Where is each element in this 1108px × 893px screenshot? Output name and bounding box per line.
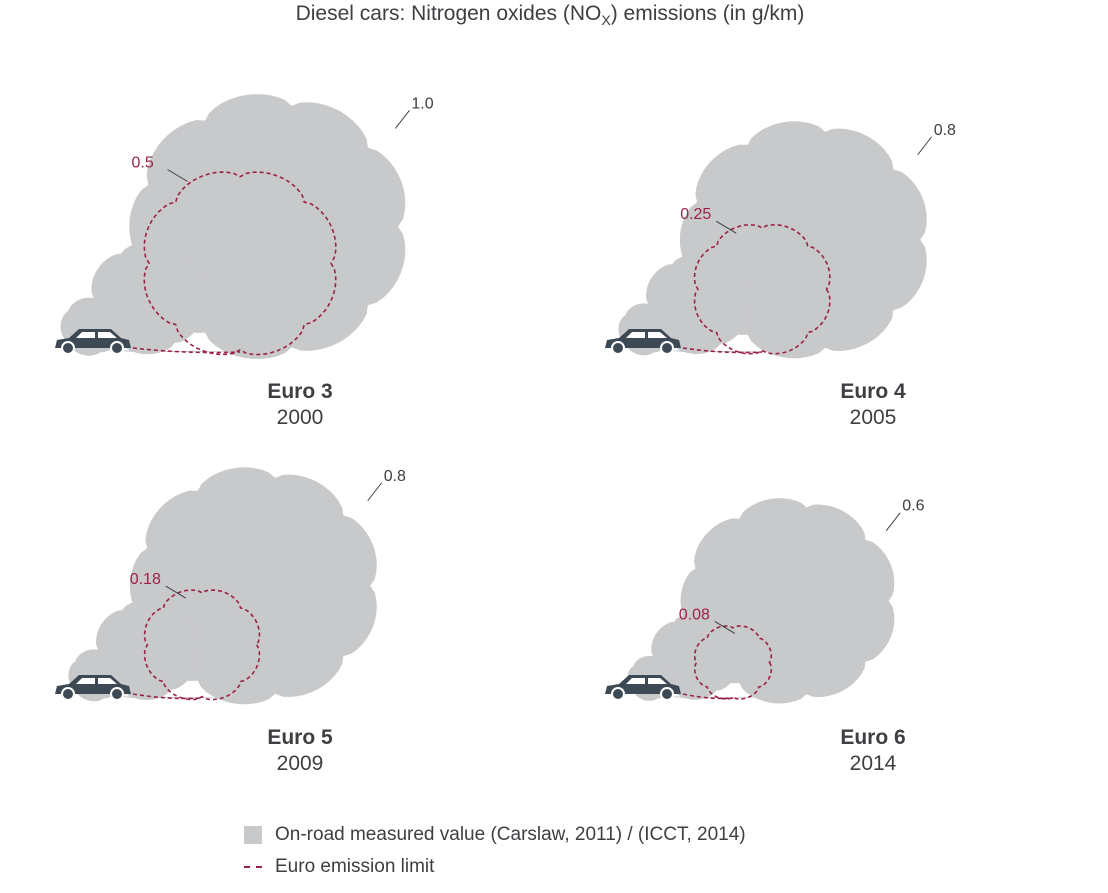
panel-year-label: 2014 [849,752,897,775]
legend-item-limit [244,851,746,883]
legend [244,819,746,883]
panel-3 [55,467,406,775]
measured-value-label: 0.8 [383,467,406,485]
legend-swatch-measured [244,826,262,844]
panel-2 [605,121,956,429]
legend-label-measured: On-road measured value (Carslaw, 2011) / (ICCT, 2014) [275,824,746,845]
legend-swatch-limit [244,866,262,868]
title-suffix: ) emissions (in g/km) [610,2,805,25]
panel-standard-label: Euro 5 [267,726,333,749]
measured-leader [918,137,932,155]
legend-label-limit: Euro emission limit [275,856,435,877]
panel-1 [55,94,434,429]
title-prefix: Diesel cars: Nitrogen oxides (NO [295,2,602,25]
panel-year-label: 2000 [276,406,324,429]
limit-value-label: 0.25 [680,206,712,224]
measured-value-label: 0.6 [902,497,925,515]
legend-item-measured [244,819,746,851]
panel-year-label: 2005 [849,406,897,429]
measured-value-label: 0.8 [933,121,956,139]
limit-value-label: 0.18 [129,571,161,589]
measured-value-label: 1.0 [411,95,434,113]
title-subscript: X [601,12,611,28]
measured-leader [395,110,409,128]
panel-4 [605,498,925,775]
panel-standard-label: Euro 6 [840,726,906,749]
measured-leader [368,483,382,501]
limit-value-label: 0.08 [678,606,710,624]
limit-value-label: 0.5 [131,154,154,172]
panel-standard-label: Euro 4 [840,380,906,403]
measured-leader [886,513,900,531]
panel-standard-label: Euro 3 [267,380,333,403]
panel-year-label: 2009 [276,752,324,775]
